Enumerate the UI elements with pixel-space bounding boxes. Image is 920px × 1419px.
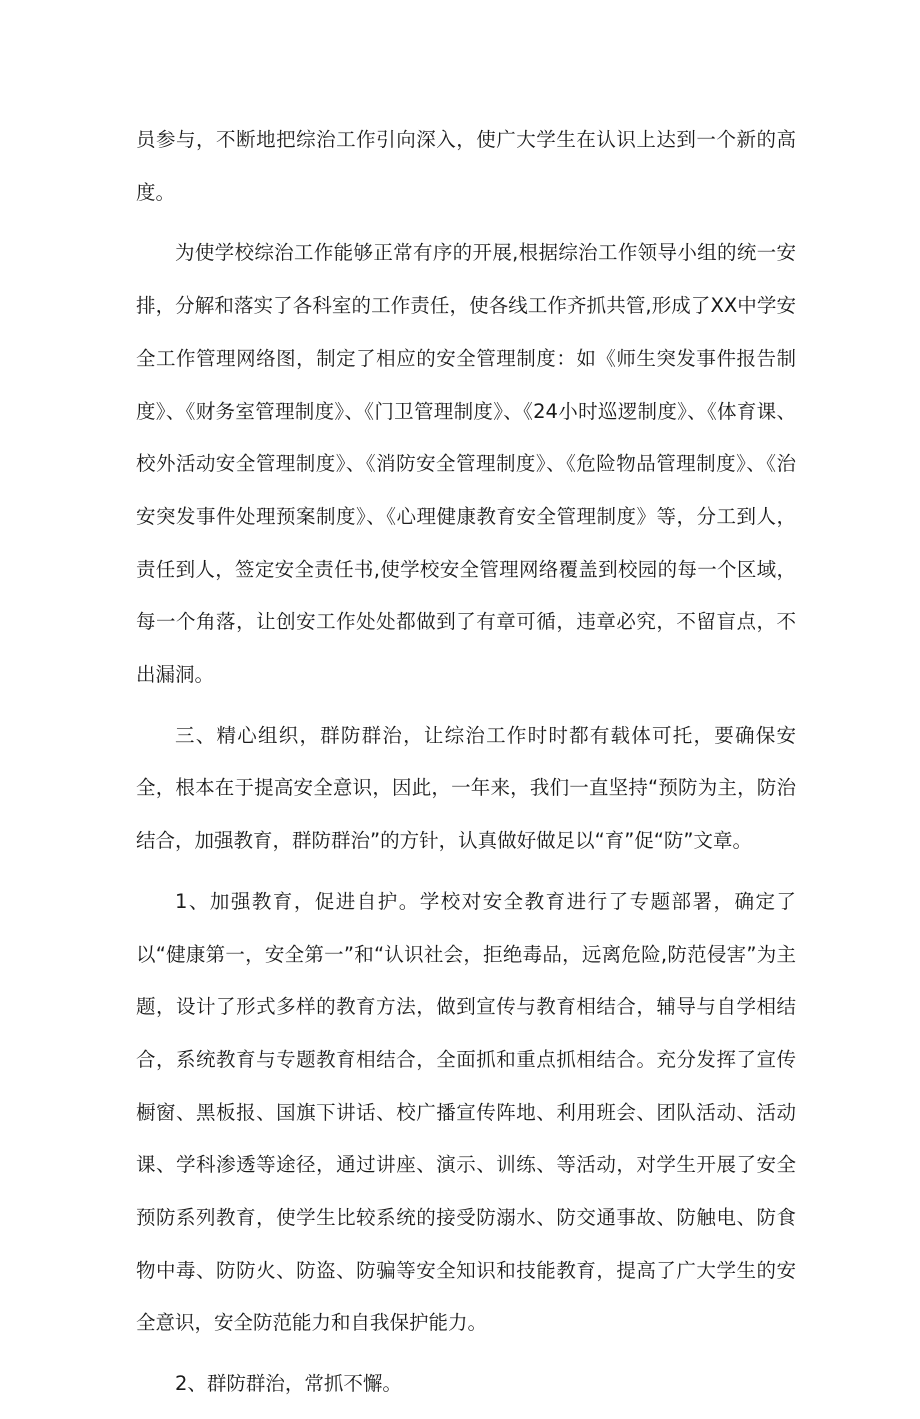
paragraph-education: 1、加强教育，促进自护。学校对安全教育进行了专题部署，确定了以“健康第一，安全第一”和“认识社会，拒绝毒品，远离危险,防范侵害”为主题，设计了形式多样的教育方法，做到宣传与教育相结合，辅导与自学相结合，系统教育与专题教育相结合，全面抓和重点抓相结合。充分发挥了宣传橱窗、黑板报、国旗下讲话、校广播宣传阵地、利用班会、团队活动、活动课、学科渗透等途径，通过讲座、演示、训练、等活动，对学生开展了安全预防系列教育，使学生比较系统的接受防溺水、防交通事故、防触电、防食物中毒、防防火、防盗、防骗等安全知识和技能教育，提高了广大学生的安全意识，安全防范能力和自我保护能力。 [136, 889, 796, 1335]
paragraph-continuation: 员参与，不断地把综治工作引向深入，使广大学生在认识上达到一个新的高度。 [136, 128, 796, 204]
paragraph-group-prevention: 2、群防群治，常抓不懈。 [175, 1372, 402, 1396]
document-body [136, 114, 796, 1419]
paragraph-section-three: 三、精心组织，群防群治，让综治工作时时都有载体可托，要确保安全，根本在于提高安全意识，因此，一年来，我们一直坚持“预防为主，防治结合，加强教育，群防群治”的方针，认真做好做足以“育”促“防”文章。 [136, 723, 796, 853]
paragraph-management-system: 为使学校综治工作能够正常有序的开展,根据综治工作领导小组的统一安排，分解和落实了各科室的工作责任，使各线工作齐抓共管,形成了XX中学安全工作管理网络图，制定了相应的安全管理制度：如《师生突发事件报告制度》、《财务室管理制度》、《门卫管理制度》、《24小时巡逻制度》、《体育课、校外活动安全管理制度》、《消防安全管理制度》、《危险物品管理制度》、《治安突发事件处理预案制度》、《心理健康教育安全管理制度》等，分工到人，责任到人，签定安全责任书,使学校安全管理网络覆盖到校园的每一个区域，每一个角落，让创安工作处处都做到了有章可循，违章必究，不留盲点，不出漏洞。 [136, 241, 796, 687]
